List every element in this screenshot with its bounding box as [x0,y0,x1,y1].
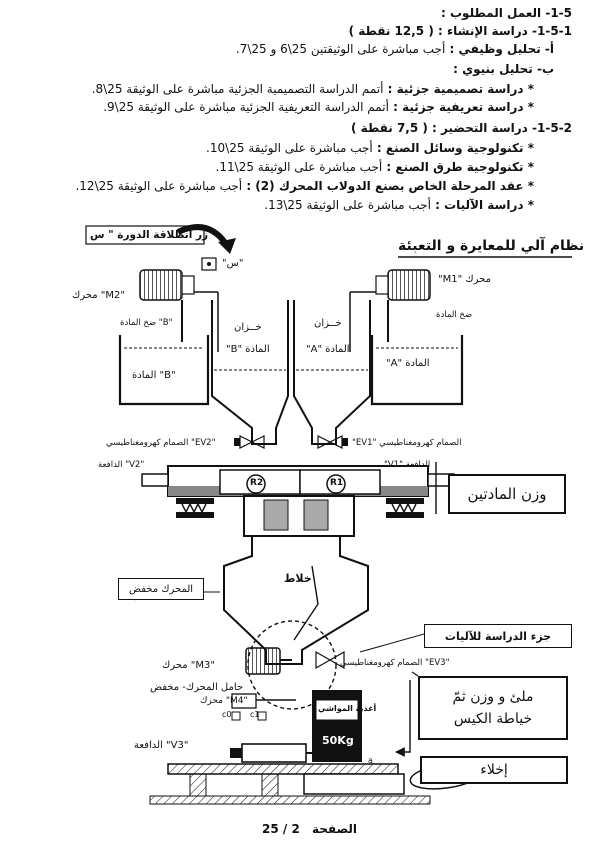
bullet-1-label: * دراسة تصميمية جزئية : [387,82,534,96]
tank-a-label: خــزان [314,318,342,329]
tank-a-material-label: المادة "A" [306,344,350,355]
automation-callout [424,624,572,648]
weigh-box-label: وزن المادتين [467,485,547,503]
ev1-label: الصمام كهرومغناطيسي "EV1" [352,438,462,448]
conveyor-base [150,764,430,804]
bullet-6-label: * دراسة الآليات : [435,198,534,212]
r1-label: R1 [330,478,344,488]
pusher-v3-label: "V3" الدافعة [134,740,189,751]
valve-ev2-icon [234,436,264,448]
material-b-label: "B" المادة [132,370,176,381]
c0-label: c0 [222,710,232,719]
motor-m1-label: محرك "M1" [438,274,491,285]
bullet-2-label: * دراسة تعريفية جزئية : [393,100,534,114]
motor-m4-label: "M4" محرك [200,696,248,706]
fill-box-label: ملئ و وزن ثمّ خياطة الكيس [452,688,534,727]
fill-box [418,676,568,740]
functional-label: أ- تحليل وظيفي : [449,42,554,56]
motor-m1-icon [350,270,430,352]
diagram-title: نظام آلي للمعايرة و التعبئة [398,238,585,254]
start-button-label: زر انطلاقة الدورة " س [90,229,209,241]
bullet-4-label: * تكنولوجية طرق الصنع : [386,160,534,174]
pusher-v2-icon [142,474,168,486]
bullet-5-label: * عقد المرحلة الخاص بصنع الدولاب المحرك (2) : [246,179,534,193]
container-a [372,335,462,404]
functional-text: أجب مباشرة على الوثيقتين 25\6 و 25\7. [235,42,446,56]
section-2-heading: 1-5-2- دراسة التحضير : ( 7,5 نقطة ) [351,121,572,135]
motor-m3-icon [246,648,292,674]
pump-a-label: ضخ المادة [436,310,473,320]
page-label: الصفحة [312,822,358,836]
bullet-2-text: أتمم الدراسة التعريفية الجزئية مباشرة على الوثيقة 25\9. [103,100,389,114]
reducer-motor-callout [118,578,204,600]
r2-label: R2 [250,478,264,488]
ev3-label: "EV3" الصمام كهرومغناطيسي [340,658,450,668]
ev2-label: "EV2" الصمام كهرومغناطيسي [106,438,216,448]
bag-weight: 50Kg [322,734,354,747]
section-1-heading: 1-5-1- دراسة الإنشاء : ( 12,5 نقطة ) [348,24,572,38]
structural-analysis-heading: ب- تحليل بنيوي : [453,62,554,76]
a-label: a [368,756,373,765]
reducer-motor-callout-label: المحرك مخفض [128,583,194,595]
evac-box [420,756,568,784]
bullet-3-text: أجب مباشرة على الوثيقة 25\10. [206,141,373,155]
evac-box-label: إخلاء [480,762,508,778]
bullet-1-text: أتمم الدراسة التصميمية الجزئية مباشرة على الوثيقة 25\8. [91,82,384,96]
pusher-v2-label: "V2" الدافعة [98,460,145,470]
start-symbol-label: "س" [222,258,244,269]
bullet-6-text: أجب مباشرة على الوثيقة 25\13. [264,198,431,212]
motor-m2-icon [140,270,218,352]
weighing-station [168,466,428,536]
mixer-tank [224,536,368,664]
bullet-3-label: * تكنولوجية وسائل الصنع : [376,141,534,155]
page-footer [262,822,357,836]
motor-m2-label: "M2" محرك [72,290,125,301]
motor-m3-label: "M3" محرك [162,660,215,671]
bullet-5-text: أجب مباشرة على الوثيقة 25\12. [75,179,243,193]
page-number: 2 / 25 [262,822,300,836]
material-a-label: المادة "A" [386,358,430,369]
pusher-v3-icon [230,744,312,762]
bag-text: أغذية المواشي [318,704,377,713]
valve-ev1-icon [318,436,348,448]
reducer-holder-label: حامل المحرك- مخفض [150,682,244,693]
bullet-4-text: أجب مباشرة على الوثيقة 25\11. [215,160,383,174]
automation-callout-label: جزء الدراسة للآليات [444,629,552,643]
feed-bag [312,690,362,762]
tank-b-material-label: المادة "B" [226,344,270,355]
weigh-box [448,474,566,514]
task-heading: 1-5- العمل المطلوب : [441,6,572,20]
c1-label: c1 [250,710,260,719]
mixer-label: خلاط [284,572,312,585]
pump-b-label: "B" ضخ المادة [120,318,173,328]
pusher-v1-label: الدافعة "V1" [384,460,431,470]
tank-b-label: خــزان [234,322,262,333]
